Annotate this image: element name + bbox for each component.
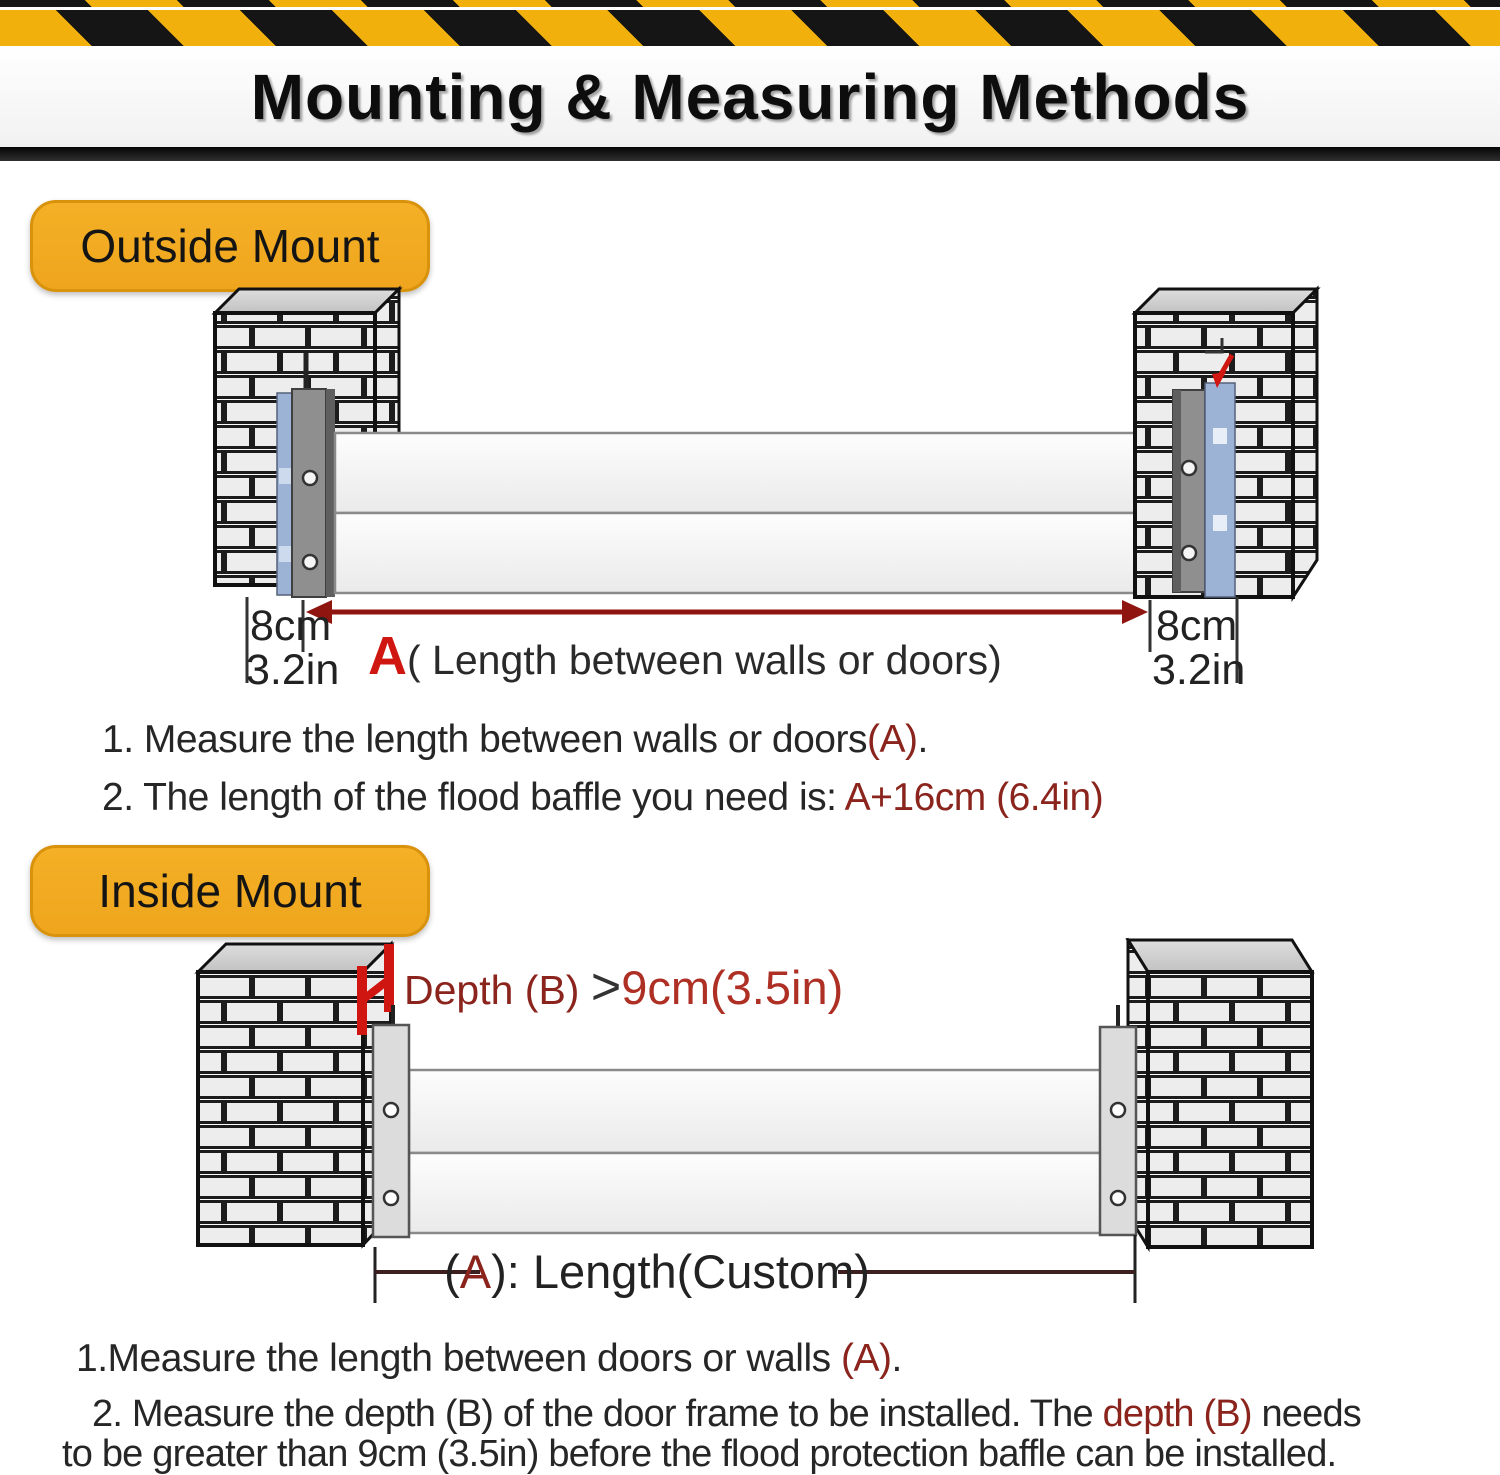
screw-hole [1182, 546, 1196, 560]
bracket-edge [1173, 390, 1181, 592]
seal-tab [1213, 515, 1227, 531]
dim-left-cm: 8cm [250, 602, 332, 650]
title-band [0, 46, 1500, 147]
pillar-top-face [215, 289, 399, 313]
screw-hole [303, 471, 317, 485]
outside-mount-badge-label: Outside Mount [80, 220, 380, 272]
outside-dimensions [246, 597, 1245, 694]
inside-right-bracket [1100, 1005, 1136, 1235]
dim-length-label: (A): Length(Custom) [444, 1245, 870, 1298]
inside-right-pillar [1128, 940, 1312, 1247]
barrier-panel-top [335, 433, 1177, 513]
outside-right-bracket [1173, 355, 1235, 597]
inside-mount-badge-label: Inside Mount [98, 865, 362, 917]
inside-flood-barrier [409, 1070, 1103, 1233]
seal-tab [1213, 428, 1227, 444]
dim-left-in: 3.2in [246, 646, 340, 694]
outside-mount-diagram [0, 280, 1500, 705]
pillar-top-face [1128, 940, 1312, 972]
caution-tape-stripes [0, 0, 1500, 46]
dim-right-in: 3.2in [1152, 646, 1246, 694]
barrier-panel-top [409, 1070, 1103, 1153]
dim-center-label: A( Length between walls or doors) [368, 626, 1002, 686]
outside-flood-barrier [335, 433, 1177, 593]
barrier-panel-bottom [335, 513, 1177, 593]
seal-strip [277, 393, 293, 595]
pillar-side-face [1293, 289, 1317, 597]
inside-mount-diagram [0, 938, 1500, 1310]
outside-step-1: 1. Measure the length between walls or doors(A). [102, 718, 928, 761]
seal-strip [1205, 383, 1235, 597]
depth-label: Depth (B) >9cm(3.5in) [404, 958, 844, 1016]
screw-hole [1111, 1191, 1125, 1205]
inside-dimensions [375, 1235, 1135, 1303]
outside-mount-steps [102, 716, 1103, 832]
pillar-front-face [1148, 972, 1312, 1247]
screw-hole [303, 555, 317, 569]
bracket-edge [326, 389, 335, 597]
barrier-panel-bottom [409, 1153, 1103, 1233]
inside-left-bracket [373, 1005, 409, 1237]
inside-step-2-line-2: to be greater than 9cm (3.5in) before the flood protection baffle can be installed. [62, 1433, 1337, 1475]
seal-tab [279, 468, 291, 484]
outside-step-2: 2. The length of the flood baffle you need is: A+16cm (6.4in) [102, 776, 1104, 819]
pillar-front-face [198, 972, 363, 1245]
page-title: Mounting & Measuring Methods [250, 60, 1250, 133]
dim-arrow-head-right [1122, 600, 1148, 624]
screw-hole [384, 1103, 398, 1117]
seal-tab [279, 546, 291, 562]
screw-hole [1111, 1103, 1125, 1117]
screw-hole [384, 1191, 398, 1205]
header-divider-bar [0, 147, 1500, 161]
inside-step-2-line-1: 2. Measure the depth (B) of the door frame to be installed. The depth (B) needs [92, 1393, 1361, 1435]
pillar-top-face [1135, 289, 1317, 313]
outside-mount-badge [30, 200, 430, 292]
inside-step-1: 1.Measure the length between doors or walls (A). [76, 1337, 902, 1380]
screw-hole [1182, 461, 1196, 475]
inside-mount-steps [62, 1336, 1462, 1474]
inside-mount-badge [30, 845, 430, 937]
dim-right-cm: 8cm [1156, 602, 1238, 650]
